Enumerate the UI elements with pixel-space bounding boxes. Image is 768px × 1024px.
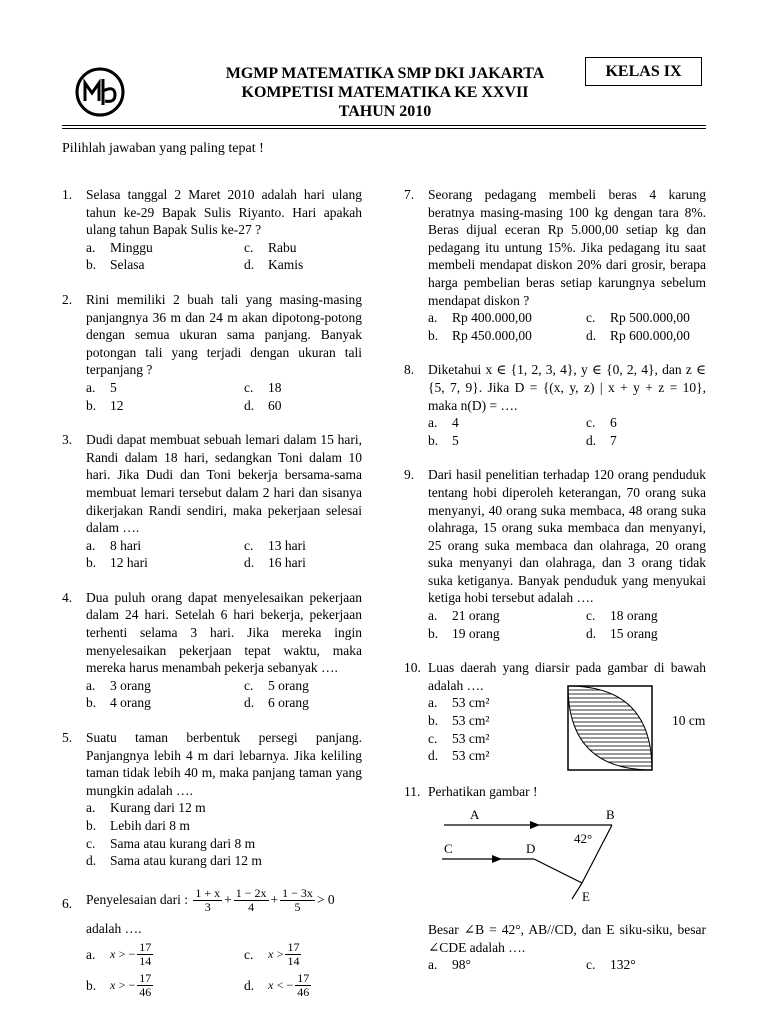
question-stem: Selasa tanggal 2 Maret 2010 adalah hari ulang tahun ke-29 Bapak Sulis Riyanto. Hari apakah ulang tahun Bapak Sulis ke-27 ? (86, 187, 362, 238)
point-a-label: A (470, 807, 480, 823)
option-c[interactable]: c. x > $\frac{17}{14}$ (244, 940, 300, 969)
option-c[interactable]: c. Rp 500.000,00 (586, 310, 690, 326)
question-number: 2. (62, 291, 73, 307)
option-a[interactable]: a. Minggu (86, 239, 153, 255)
point-d-label: D (526, 841, 536, 857)
question-stem: Luas daerah yang diarsir pada gambar di bawah adalah …. (428, 660, 706, 693)
question-8 (404, 361, 706, 449)
title-line-2: KOMPETISI MATEMATIKA KE XXVII (241, 84, 529, 101)
option-b[interactable]: b. x > − $\frac{17}{46}$ (86, 971, 152, 1000)
options (86, 677, 362, 712)
option-b[interactable]: b. 12 (86, 397, 124, 413)
options (86, 941, 362, 999)
option-d[interactable]: d. 7 (586, 432, 617, 448)
instruction-text: Pilihlah jawaban yang paling tepat ! (62, 141, 264, 156)
question-6 (62, 887, 362, 1000)
option-c[interactable]: c. Rabu (244, 239, 297, 255)
point-c-label: C (444, 841, 453, 857)
options (86, 799, 362, 869)
title-line-3: TAHUN 2010 (338, 103, 432, 120)
option-d[interactable]: d. Sama atau kurang dari 12 m (86, 853, 262, 869)
option-d[interactable]: d. Kamis (244, 257, 304, 273)
question-stem: Seorang pedagang membeli beras 4 karung beratnya masing-masing 100 kg dengan tara 8%. Beras dijual eceran Rp 5.000,00 setiap kg dan pedagang itu untung 15%. Jika pedagang itu saat membeli mendapat diskon 20% dari grosir, berapa harga pembelian beras setiap karungnya sebelum mendapat diskon ? (428, 187, 706, 308)
option-c[interactable]: c. 13 hari (244, 537, 306, 553)
question-number: 8. (404, 362, 415, 378)
option-a[interactable]: a. 5 (86, 379, 117, 395)
options (428, 414, 706, 449)
question-4 (62, 589, 362, 712)
option-c[interactable]: c. 6 (586, 415, 617, 431)
options (428, 956, 706, 974)
question-stem: Dudi dapat membuat sebuah lemari dalam 15 hari, Randi dalam 18 hari, sedangkan Toni dalam 10 hari. Jika Dudi dan Toni bekerja bersama-sama membuat lemari tersebut dalam 2 hari dan sisanya dikerjakan Randi sendiri, maka pekerjaan selesai dalam …. (86, 432, 362, 536)
option-a[interactable]: a. 21 orang (428, 608, 500, 624)
options (86, 379, 362, 414)
left-column (62, 186, 362, 999)
options (428, 694, 489, 764)
question-number: 6. (62, 895, 73, 911)
mgmp-logo-icon (75, 67, 125, 117)
angle-label: 42° (574, 831, 593, 847)
right-column (404, 186, 706, 974)
question-stem: Rini memiliki 2 buah tali yang masing-masing panjangnya 36 m dan 24 m akan dipotong-potong dengan semua ukuran sama panjang. Banyak potongan tali yang terjadi dengan ukuran tali terpanjang ? (86, 291, 362, 378)
option-b[interactable]: b. 19 orang (428, 625, 500, 641)
question-stem: Diketahui x ∈ {1, 2, 3, 4}, y ∈ {0, 2, 4}, dan z ∈ {5, 7, 9}. Jika D = {(x, y, z) | x + y + z = 10}, maka n(D) = …. (428, 362, 706, 413)
question-11 (404, 783, 706, 973)
options (428, 607, 706, 642)
question-number: 10. (404, 660, 421, 676)
question-stem: Suatu taman berbentuk persegi panjang. Panjangnya lebih 4 m dari lebarnya. Jika keliling taman tidak lebih 40 m, maka panjang taman yang mungkin adalah …. (86, 730, 362, 798)
option-b[interactable]: b. Rp 450.000,00 (428, 327, 532, 343)
option-c[interactable]: c. 132° (586, 957, 636, 973)
question-9 (404, 466, 706, 642)
question-10 (404, 659, 706, 766)
option-d[interactable]: d. 16 hari (244, 555, 306, 571)
question-number: 7. (404, 187, 415, 202)
question-3 (62, 431, 362, 572)
option-b[interactable]: b. 4 orang (86, 695, 151, 711)
option-c[interactable]: c. 5 orang (244, 677, 309, 693)
point-e-label: E (582, 889, 590, 905)
option-a[interactable]: a. 4 (428, 415, 459, 431)
option-d[interactable]: d. Rp 600.000,00 (586, 327, 690, 343)
figure-side-label: 10 cm (672, 713, 706, 729)
option-d[interactable]: d. 60 (244, 397, 282, 413)
question-7 (404, 186, 706, 344)
page-title (180, 64, 590, 121)
option-a[interactable]: a. 3 orang (86, 677, 151, 693)
question-stem-suffix: adalah …. (86, 920, 142, 936)
option-a[interactable]: a. 98° (428, 957, 471, 973)
question-number: 1. (62, 187, 73, 202)
option-d[interactable]: d. 15 orang (586, 625, 658, 641)
inequality-expression: Penyelesaian dari : $\frac{1 + x}{3}$ + $\frac{1 - 2x}{4}$ + $\frac{1 - 3x}{5}$ > 0 (86, 885, 335, 914)
option-b[interactable]: b. 53 cm² (428, 713, 490, 729)
option-b[interactable]: b. 12 hari (86, 555, 148, 571)
parallel-lines-figure (434, 801, 634, 919)
shaded-leaf-figure (566, 684, 656, 774)
option-a[interactable]: a. 8 hari (86, 537, 142, 553)
point-b-label: B (606, 807, 615, 823)
option-c[interactable]: c. 53 cm² (428, 730, 490, 746)
header-rule-top (62, 125, 706, 126)
question-5 (62, 729, 362, 870)
option-d[interactable]: d. 6 orang (244, 695, 309, 711)
question-number: 5. (62, 730, 73, 746)
options-with-figure (428, 694, 706, 766)
option-c[interactable]: c. 18 orang (586, 608, 658, 624)
class-badge: KELAS IX (585, 57, 702, 86)
options (86, 239, 362, 274)
question-number: 4. (62, 589, 73, 605)
question-prompt: Besar ∠B = 42°, AB//CD, dan E siku-siku, besar ∠CDE adalah …. (428, 922, 706, 955)
option-a[interactable]: a. Rp 400.000,00 (428, 310, 532, 326)
option-b[interactable]: b. 5 (428, 432, 459, 448)
question-1 (62, 186, 362, 274)
options (428, 309, 706, 344)
question-number: 3. (62, 432, 73, 448)
options (86, 537, 362, 572)
option-a[interactable]: a. Kurang dari 12 m (86, 800, 206, 816)
question-stem: Dari hasil penelitian terhadap 120 orang penduduk tentang hobi diperoleh keterangan, 70 orang suka menyanyi, 40 orang suka membaca, 48 orang suka olahraga, 15 orang suka membaca dan menyanyi, 25 orang suka membaca dan olahraga, 20 orang suka menyanyi dan olahraga, dan 3 orang tidak suka ketiganya. Banyak penduduk yang menyukai ketiga hobi tersebut adalah …. (428, 467, 706, 606)
option-d[interactable]: d. 53 cm² (428, 748, 490, 764)
question-stem: Perhatikan gambar ! (428, 784, 538, 800)
option-c[interactable]: c. Sama atau kurang dari 8 m (86, 835, 256, 851)
option-b[interactable]: b. Lebih dari 8 m (86, 818, 190, 833)
question-number: 9. (404, 467, 415, 483)
title-line-1: MGMP MATEMATIKA SMP DKI JAKARTA (225, 65, 545, 82)
option-a[interactable]: a. 53 cm² (428, 695, 490, 711)
question-number: 11. (404, 784, 421, 800)
option-b[interactable]: b. Selasa (86, 257, 145, 273)
question-stem: Dua puluh orang dapat menyelesaikan pekerjaan dalam 24 hari. Setelah 6 hari bekerja, pekerjaan terhenti selama 3 hari. Jika mereka ingin menyelesaikan pekerjaan tepat waktu, maka mereka harus menambah pekerja sebanyak …. (86, 589, 362, 676)
option-a[interactable]: a. x > − $\frac{17}{14}$ (86, 940, 152, 969)
option-d[interactable]: d. x < − $\frac{17}{46}$ (244, 971, 310, 1000)
header-rule-bottom (62, 128, 706, 129)
question-2 (62, 291, 362, 414)
option-c[interactable]: c. 18 (244, 379, 282, 395)
